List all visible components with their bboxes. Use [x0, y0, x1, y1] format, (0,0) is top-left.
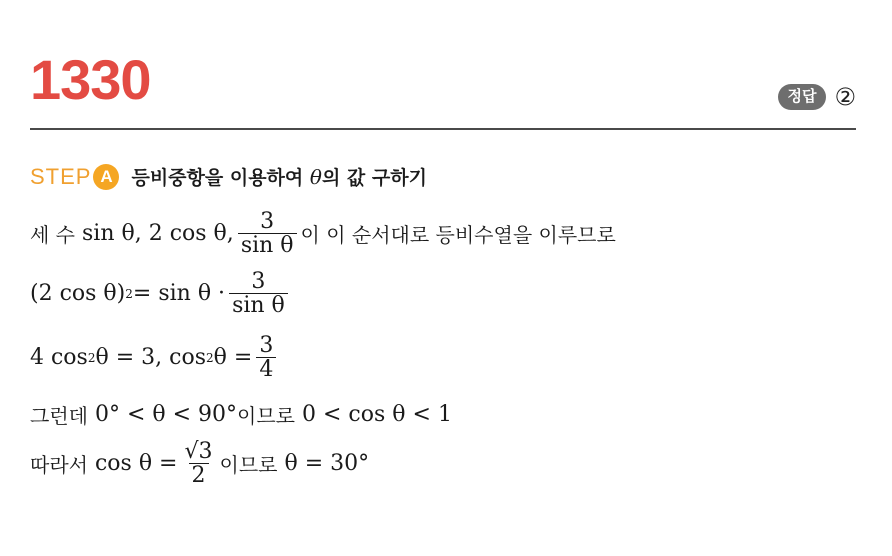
answer-badge: 정답 — [778, 84, 827, 110]
line1-fraction — [238, 210, 297, 257]
step-title-before: 등비중항을 이용하여 — [131, 167, 310, 189]
line4-prefix: 그런데 — [30, 404, 88, 428]
line2-fraction — [229, 270, 288, 317]
line3-exp2: 2 — [206, 350, 214, 365]
line1-frac-den: sin θ — [238, 233, 297, 257]
line5-expr2: θ = 30° — [284, 451, 370, 477]
line1-expr: sin θ, 2 cos θ, — [82, 221, 234, 247]
line4-expr2: 0 < cos θ < 1 — [302, 402, 452, 427]
solution-line-5 — [30, 440, 369, 487]
line4-mid: 이므로 — [237, 404, 296, 428]
solution-line-3 — [30, 334, 280, 381]
solution-line-2 — [30, 270, 292, 317]
line3-b: θ = 3, cos — [95, 345, 207, 371]
line5-prefix: 따라서 — [30, 453, 88, 478]
step-title — [131, 163, 426, 190]
step-heading — [30, 163, 427, 190]
step-label: STEP — [30, 163, 92, 189]
divider — [30, 128, 856, 130]
line5-fraction — [182, 440, 216, 487]
line2-frac-num: 3 — [251, 269, 266, 294]
line4-expr: 0° < θ < 90° — [94, 402, 238, 427]
line1-suffix: 이 이 순서대로 등비수열을 이루므로 — [300, 223, 616, 248]
solution-line-1 — [30, 210, 616, 257]
step-badge: A — [93, 164, 119, 190]
solution-line-4 — [30, 400, 452, 429]
step-title-var: θ — [309, 165, 322, 189]
line5-frac-num: √3 — [184, 439, 213, 464]
answer-value: ② — [834, 82, 856, 111]
line5-expr: cos θ = — [94, 451, 178, 477]
line3-frac-num: 3 — [259, 333, 274, 358]
line5-mid: 이므로 — [219, 453, 278, 478]
line3-exp1: 2 — [87, 350, 96, 365]
line2-rhs: = sin θ · — [132, 281, 226, 307]
step-title-after: 의 값 구하기 — [321, 167, 427, 189]
line1-prefix: 세 수 — [30, 223, 75, 248]
line3-a: 4 cos — [30, 345, 88, 371]
line2-exp: 2 — [125, 286, 133, 301]
problem-number: 1330 — [30, 48, 151, 111]
line2-lhs: (2 cos θ) — [30, 281, 126, 307]
line5-frac-den: 2 — [189, 463, 209, 487]
line1-frac-num: 3 — [260, 209, 275, 234]
line3-frac-den: 4 — [256, 357, 276, 381]
line3-c: θ = — [213, 345, 253, 371]
line2-frac-den: sin θ — [229, 293, 288, 317]
answer-area — [778, 84, 857, 110]
line3-fraction — [256, 334, 276, 381]
